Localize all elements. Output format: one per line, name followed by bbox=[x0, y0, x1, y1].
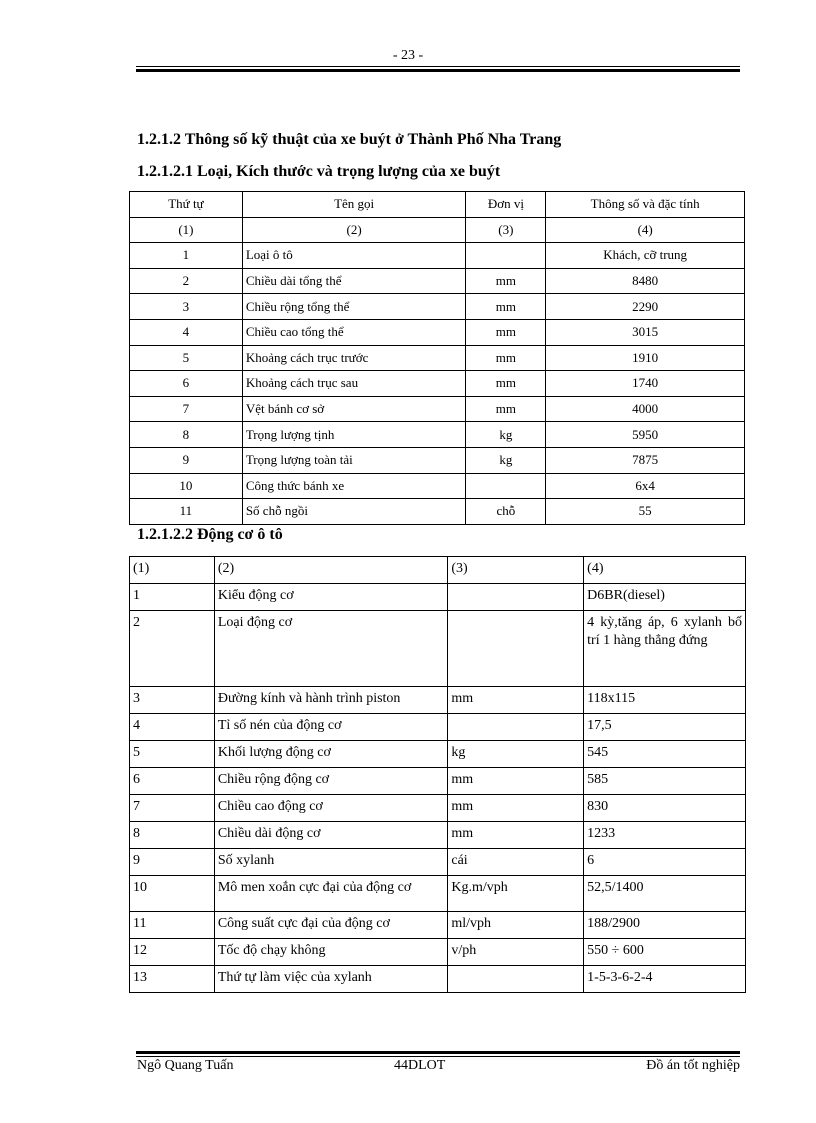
table-row bbox=[130, 849, 746, 876]
cell-unit: mm bbox=[466, 268, 546, 294]
table-row bbox=[130, 243, 745, 269]
cell-unit: mm bbox=[448, 795, 584, 822]
cell-order: 5 bbox=[130, 345, 243, 371]
table2-title: 1.2.1.2.2 Động cơ ô tô bbox=[137, 526, 283, 543]
table-row bbox=[130, 371, 745, 397]
page-number: - 23 - bbox=[392, 48, 424, 63]
section-title: 1.2.1.2 Thông số kỹ thuật của xe buýt ở Thành Phố Nha Trang bbox=[137, 131, 562, 148]
cell-name: Chiều rộng tổng thể bbox=[242, 294, 466, 320]
cell-name: Chiều rộng động cơ bbox=[214, 768, 448, 795]
cell-value: 550 ÷ 600 bbox=[584, 939, 746, 966]
cell-unit bbox=[448, 584, 584, 611]
cell-order: 7 bbox=[130, 795, 215, 822]
cell-value: 4 kỳ,tăng áp, 6 xylanh bố trí 1 hàng thẳng đứng bbox=[584, 611, 746, 687]
vehicle-dimensions-table bbox=[129, 191, 745, 525]
cell-unit: kg bbox=[448, 741, 584, 768]
cell-unit bbox=[466, 473, 546, 499]
cell-value: 1910 bbox=[546, 345, 745, 371]
cell-name: Chiều cao tổng thể bbox=[242, 319, 466, 345]
cell-name: Trọng lượng tịnh bbox=[242, 422, 466, 448]
engine-specs-table bbox=[129, 556, 746, 993]
cell-order: 6 bbox=[130, 768, 215, 795]
cell-order: 10 bbox=[130, 473, 243, 499]
cell-value: 55 bbox=[546, 499, 745, 525]
cell-unit: kg bbox=[466, 422, 546, 448]
table-row bbox=[130, 876, 746, 912]
header-cell: Thứ tự bbox=[130, 192, 243, 218]
cell-name: Khoảng cách trục trước bbox=[242, 345, 466, 371]
cell-name: Số xylanh bbox=[214, 849, 448, 876]
cell-value: 4000 bbox=[546, 396, 745, 422]
index-cell: (3) bbox=[466, 217, 546, 243]
table-row bbox=[130, 939, 746, 966]
cell-unit: Kg.m/vph bbox=[448, 876, 584, 912]
cell-order: 4 bbox=[130, 714, 215, 741]
cell-value: 830 bbox=[584, 795, 746, 822]
header-cell: Thông số và đặc tính bbox=[546, 192, 745, 218]
footer-author: Ngô Quang Tuấn bbox=[137, 1058, 234, 1073]
cell-unit: mm bbox=[448, 687, 584, 714]
cell-unit: mm bbox=[466, 371, 546, 397]
cell-order: 8 bbox=[130, 822, 215, 849]
cell-order: 2 bbox=[130, 611, 215, 687]
table-row bbox=[130, 294, 745, 320]
cell-name: Số chỗ ngồi bbox=[242, 499, 466, 525]
table-row bbox=[130, 268, 745, 294]
table-row bbox=[130, 768, 746, 795]
table-row bbox=[130, 345, 745, 371]
cell-order: 13 bbox=[130, 966, 215, 993]
table-row bbox=[130, 966, 746, 993]
table-header-row bbox=[130, 192, 745, 218]
cell-name: Công suất cực đại của động cơ bbox=[214, 912, 448, 939]
cell-order: 3 bbox=[130, 294, 243, 320]
cell-value: Khách, cỡ trung bbox=[546, 243, 745, 269]
cell-unit bbox=[448, 611, 584, 687]
cell-unit: mm bbox=[448, 768, 584, 795]
cell-unit: mm bbox=[448, 822, 584, 849]
cell-unit: chỗ bbox=[466, 499, 546, 525]
cell-value: 7875 bbox=[546, 447, 745, 473]
cell-value: 1740 bbox=[546, 371, 745, 397]
cell-value: 545 bbox=[584, 741, 746, 768]
cell-name: Tỉ số nén của động cơ bbox=[214, 714, 448, 741]
cell-unit bbox=[466, 243, 546, 269]
table-row bbox=[130, 611, 746, 687]
cell-name: Trọng lượng toàn tải bbox=[242, 447, 466, 473]
cell-unit: ml/vph bbox=[448, 912, 584, 939]
cell-name: Đường kính và hành trình piston bbox=[214, 687, 448, 714]
cell-order: 1 bbox=[130, 584, 215, 611]
table-row bbox=[130, 473, 745, 499]
cell-unit: mm bbox=[466, 396, 546, 422]
cell-order: 9 bbox=[130, 849, 215, 876]
table-row bbox=[130, 741, 746, 768]
cell-value: 2290 bbox=[546, 294, 745, 320]
cell-value: 52,5/1400 bbox=[584, 876, 746, 912]
cell-order: 11 bbox=[130, 912, 215, 939]
cell-unit: kg bbox=[466, 447, 546, 473]
cell-name: Tốc độ chạy không bbox=[214, 939, 448, 966]
table-row bbox=[130, 714, 746, 741]
cell-value: 5950 bbox=[546, 422, 745, 448]
cell-name: Mô men xoắn cực đại của động cơ bbox=[214, 876, 448, 912]
cell-value: 3015 bbox=[546, 319, 745, 345]
cell-value: 1233 bbox=[584, 822, 746, 849]
index-cell: (2) bbox=[242, 217, 466, 243]
cell-value: 118x115 bbox=[584, 687, 746, 714]
cell-order: 10 bbox=[130, 876, 215, 912]
cell-order: 2 bbox=[130, 268, 243, 294]
cell-order: 5 bbox=[130, 741, 215, 768]
cell-name: Chiều dài tổng thể bbox=[242, 268, 466, 294]
cell-name: Khoảng cách trục sau bbox=[242, 371, 466, 397]
cell-value: 17,5 bbox=[584, 714, 746, 741]
index-cell: (3) bbox=[448, 557, 584, 584]
footer-class-code: 44DLOT bbox=[394, 1058, 446, 1073]
cell-value: 188/2900 bbox=[584, 912, 746, 939]
cell-value: D6BR(diesel) bbox=[584, 584, 746, 611]
header-cell: Tên gọi bbox=[242, 192, 466, 218]
table-row bbox=[130, 795, 746, 822]
cell-order: 1 bbox=[130, 243, 243, 269]
index-cell: (1) bbox=[130, 557, 215, 584]
cell-order: 12 bbox=[130, 939, 215, 966]
table-row bbox=[130, 422, 745, 448]
cell-value: 585 bbox=[584, 768, 746, 795]
cell-name: Thứ tự làm việc của xylanh bbox=[214, 966, 448, 993]
cell-name: Kiểu động cơ bbox=[214, 584, 448, 611]
cell-order: 4 bbox=[130, 319, 243, 345]
footer-rule bbox=[136, 1051, 740, 1057]
table-index-row bbox=[130, 557, 746, 584]
index-cell: (4) bbox=[584, 557, 746, 584]
cell-order: 11 bbox=[130, 499, 243, 525]
cell-name: Chiều dài động cơ bbox=[214, 822, 448, 849]
cell-name: Công thức bánh xe bbox=[242, 473, 466, 499]
cell-value: 8480 bbox=[546, 268, 745, 294]
cell-value: 1-5-3-6-2-4 bbox=[584, 966, 746, 993]
cell-order: 3 bbox=[130, 687, 215, 714]
table-row bbox=[130, 499, 745, 525]
cell-order: 6 bbox=[130, 371, 243, 397]
cell-name: Chiều cao động cơ bbox=[214, 795, 448, 822]
header-rule bbox=[136, 66, 740, 72]
cell-name: Loại ô tô bbox=[242, 243, 466, 269]
table-row bbox=[130, 687, 746, 714]
cell-value: 6x4 bbox=[546, 473, 745, 499]
table-row bbox=[130, 319, 745, 345]
table1-title: 1.2.1.2.1 Loại, Kích thước và trọng lượng của xe buýt bbox=[137, 163, 501, 180]
cell-order: 9 bbox=[130, 447, 243, 473]
index-cell: (1) bbox=[130, 217, 243, 243]
cell-name: Loại động cơ bbox=[214, 611, 448, 687]
cell-value: 6 bbox=[584, 849, 746, 876]
cell-name: Vệt bánh cơ sở bbox=[242, 396, 466, 422]
table-row bbox=[130, 584, 746, 611]
index-cell: (2) bbox=[214, 557, 448, 584]
cell-unit: cái bbox=[448, 849, 584, 876]
table-index-row bbox=[130, 217, 745, 243]
table-row bbox=[130, 822, 746, 849]
cell-unit: mm bbox=[466, 345, 546, 371]
cell-unit bbox=[448, 966, 584, 993]
cell-unit: mm bbox=[466, 294, 546, 320]
cell-unit bbox=[448, 714, 584, 741]
table-row bbox=[130, 912, 746, 939]
index-cell: (4) bbox=[546, 217, 745, 243]
cell-order: 7 bbox=[130, 396, 243, 422]
cell-order: 8 bbox=[130, 422, 243, 448]
cell-name: Khối lượng động cơ bbox=[214, 741, 448, 768]
cell-unit: v/ph bbox=[448, 939, 584, 966]
table-row bbox=[130, 447, 745, 473]
cell-unit: mm bbox=[466, 319, 546, 345]
table-row bbox=[130, 396, 745, 422]
header-cell: Đơn vị bbox=[466, 192, 546, 218]
footer-doc-type: Đồ án tốt nghiệp bbox=[646, 1058, 740, 1073]
